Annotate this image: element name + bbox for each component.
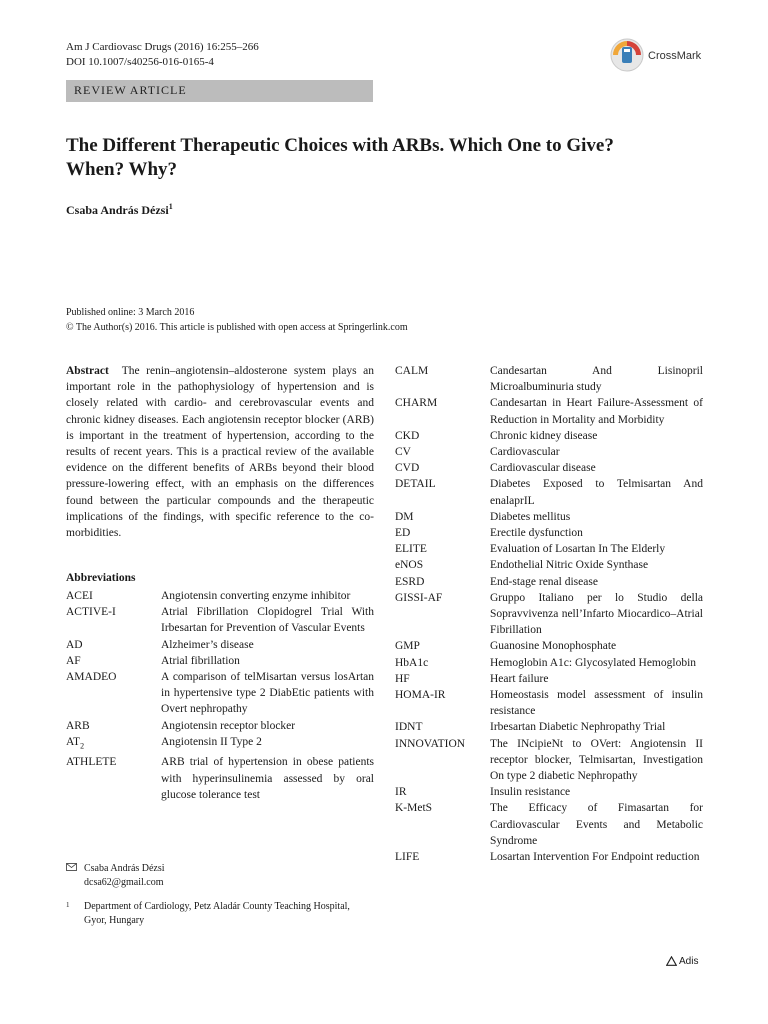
abbreviation-definition: Cardiovascular [490,446,560,459]
abbreviation-entry [395,363,703,395]
crossmark-badge[interactable] [610,38,710,74]
abbreviation-definition: The Efficacy of Fimasartan for Cardiovascular Events and Metabolic Syndrome [490,802,703,847]
abbreviation-term-text: ELITE [395,543,427,556]
author-name: Csaba András Dézsi [66,203,169,217]
abbreviation-definition: Atrial fibrillation [161,654,240,667]
abbreviation-term-text: ACEI [66,590,93,602]
abbreviation-term [395,525,490,541]
abbreviation-term-text: IDNT [395,721,423,734]
abbreviation-term-text: GISSI-AF [395,591,443,604]
abbreviation-entry [395,444,703,460]
crossmark-label: CrossMark [648,50,702,62]
abbreviation-entry [395,784,703,800]
abbreviation-term-text: HOMA-IR [395,689,446,702]
abbreviation-term-text: IR [395,786,407,799]
abbreviation-term-text: CKD [395,429,420,442]
publication-info [66,305,408,335]
abbreviation-term [395,655,490,671]
abbreviation-entry [395,638,703,654]
abbreviation-entry [395,736,703,785]
section-banner [66,80,373,102]
adis-triangle-icon [666,956,677,966]
abbreviation-term-text: GMP [395,640,420,653]
abbreviation-definition: Candesartan in Heart Failure-Assessment of Reduction in Mortality and Morbidity [490,397,703,426]
abbreviation-term [395,541,490,557]
crossmark-icon [610,38,644,72]
abbreviation-definition: Candesartan And Lisinopril Microalbuminuria study [490,365,703,394]
abbreviation-entry [66,718,374,734]
abbreviation-term [395,687,490,719]
abbreviation-term [395,671,490,687]
abbreviation-term [66,754,161,803]
abbreviation-definition: Hemoglobin A1c: Glycosylated Hemoglobin [490,656,697,669]
abstract-label: Abstract [66,365,109,377]
abbreviation-definition: Alzheimer’s disease [161,638,254,651]
abbreviation-term [395,363,490,395]
abbreviation-term [66,588,161,604]
abbreviation-term-text: ESRD [395,575,425,588]
abbreviation-entry [395,590,703,639]
abbreviation-term [66,669,161,718]
abbreviation-entry [395,574,703,590]
abbreviation-entry [66,754,374,803]
abbreviation-term-text: ACTIVE-I [66,606,116,619]
journal-citation [66,40,259,70]
abbreviation-definition: The INcipieNt to OVert: Angiotensin II receptor blocker, Telmisartan, Investigation On type 2 diabetic Nephropathy [490,737,703,783]
abbreviation-definition: Angiotensin receptor blocker [161,719,296,732]
journal-reference: Am J Cardiovasc Drugs (2016) 16:255–266 [66,41,259,53]
abbreviation-term [395,428,490,444]
article-title: The Different Therapeutic Choices with ARBs. Which One to Give? When? Why? [66,135,614,180]
abbreviation-definition: Insulin resistance [490,786,571,799]
abbreviation-term [395,557,490,573]
abbreviation-term [395,800,490,849]
abbreviation-definition: ARB trial of hypertension in obese patients with hyperinsulinemia assessed by oral glucose tolerance test [161,756,374,801]
abbreviation-entry [395,428,703,444]
abbreviation-term-text: CALM [395,365,429,377]
abbreviations-left-column [66,588,374,803]
abbreviation-definition: Irbesartan Diabetic Nephropathy Trial [490,721,666,734]
abbreviation-term [395,849,490,865]
abbreviation-term [395,460,490,476]
abbreviation-term [66,718,161,734]
abbreviation-entry [395,460,703,476]
abbreviation-term [395,736,490,785]
correspondence-email[interactable]: dcsa62@gmail.com [84,877,164,888]
abbreviation-entry [395,719,703,735]
abbreviation-definition: Erectile dysfunction [490,527,583,540]
abbreviation-term-text: eNOS [395,559,424,572]
abstract-text: The renin–angiotensin–aldosterone system plays an important role in the pathophysiology of hypertension and is closely related with cardio- and cerebrovascular events and chronic kidney diseases. Each angiotensin receptor blocker (ARB) is important in the treatment of hypertension, according to the results of recent years. This is a practical review of the available evidence on the different benefits of ARBs beyond their blood pressure-lowering effect, with an emphasis on the differences found between the particular compounds and the therapeutic implications of the findings, with specific reference to the co-morbidities. [66,365,375,540]
abbreviation-definition: Homeostasis model assessment of insulin resistance [490,689,703,718]
publisher-logo [666,956,698,967]
abbreviations-heading: Abbreviations [66,572,136,584]
abbreviation-term-text: ED [395,527,411,540]
abstract [66,363,374,541]
affiliation-mark: 1 [66,901,70,909]
abbreviation-term [395,509,490,525]
abbreviation-entry [66,734,374,755]
abbreviation-definition: Endothelial Nitric Oxide Synthase [490,559,649,572]
abbreviation-term-text: AF [66,654,81,667]
abbreviation-entry [395,541,703,557]
abbreviation-term [395,784,490,800]
abbreviation-term [395,395,490,427]
abbreviation-entry [395,525,703,541]
abbreviation-entry [66,637,374,653]
abbreviation-entry [66,669,374,718]
abbreviation-definition: A comparison of telMisartan versus losArtan in hypertensive type 2 DiabEtic patients with Overt nephropathy [161,671,374,716]
abbreviation-term [66,637,161,653]
abbreviation-definition: Evaluation of Losartan In The Elderly [490,543,666,556]
abbreviation-entry [395,476,703,508]
abbreviation-entry [66,604,374,636]
publisher-name: Adis [679,956,699,967]
abbreviation-term [66,653,161,669]
published-date: Published online: 3 March 2016 [66,307,195,318]
abbreviation-term-text: AMADEO [66,671,117,684]
abbreviation-definition: Atrial Fibrillation Clopidogrel Trial With Irbesartan for Prevention of Vascular Events [161,606,374,635]
abbreviation-term-text: INNOVATION [395,737,466,750]
abbreviation-entry [395,509,703,525]
abbreviation-definition: Cardiovascular disease [490,462,596,475]
abbreviation-entry [395,395,703,427]
abbreviation-entry [66,588,374,604]
abbreviation-term [395,444,490,460]
abbreviation-entry [395,849,703,865]
correspondence-name: Csaba András Dézsi [84,863,165,874]
abbreviation-entry [395,557,703,573]
author-line [66,202,173,218]
abbreviation-term-text: DETAIL [395,478,436,491]
abbreviation-term [395,638,490,654]
copyright-notice: © The Author(s) 2016. This article is published with open access at Springerlink.com [66,322,408,333]
abbreviation-definition: Angiotensin converting enzyme inhibitor [161,590,351,602]
abbreviation-definition: Gruppo Italiano per lo Studio della Sopravvivenza nell’Infarto Miocardico–Atrial Fibrillation [490,591,703,637]
abbreviation-term [395,590,490,639]
abbreviation-entry [395,800,703,849]
abbreviation-term [395,476,490,508]
affiliation-text: Department of Cardiology, Petz Aladár County Teaching Hospital, Gyor, Hungary [84,901,350,926]
abbreviation-term [66,734,161,755]
abbreviation-term-text: CVD [395,462,420,475]
abbreviation-term-text: ATHLETE [66,756,117,769]
abbreviation-definition: Heart failure [490,672,549,685]
abbreviation-term-text: DM [395,510,414,523]
abbreviation-entry [395,687,703,719]
abbreviation-term-text: AD [66,638,83,651]
abbreviation-definition: End-stage renal disease [490,575,598,588]
abbreviation-entry [66,653,374,669]
abbreviation-definition: Losartan Intervention For Endpoint reduction [490,851,700,864]
abbreviation-term-text: K-MetS [395,802,433,815]
abbreviation-term-text: ARB [66,719,90,732]
abbreviation-entry [395,655,703,671]
section-label: REVIEW ARTICLE [74,83,187,97]
abbreviation-term-text: CHARM [395,397,438,410]
abbreviation-term-text: HbA1c [395,656,429,669]
abbreviation-definition: Chronic kidney disease [490,429,598,442]
abbreviation-term [395,574,490,590]
abbreviation-term-subscript: 2 [80,741,85,751]
abbreviation-term-text: AT [66,735,81,748]
abbreviation-term-text: LIFE [395,851,420,864]
abbreviation-definition: Diabetes Exposed to Telmisartan And enalaprIL [490,478,703,507]
envelope-icon [66,863,77,871]
abbreviation-definition: Angiotensin II Type 2 [161,735,262,748]
abbreviation-definition: Guanosine Monophosphate [490,640,617,653]
doi: DOI 10.1007/s40256-016-0165-4 [66,56,214,68]
abbreviation-entry [395,671,703,687]
author-affiliation-mark: 1 [168,202,173,211]
abbreviation-term-text: HF [395,672,410,685]
abbreviation-term [66,604,161,636]
abbreviations-right-column [395,363,703,865]
abbreviation-definition: Diabetes mellitus [490,510,571,523]
abbreviation-term [395,719,490,735]
abbreviation-term-text: CV [395,446,411,459]
